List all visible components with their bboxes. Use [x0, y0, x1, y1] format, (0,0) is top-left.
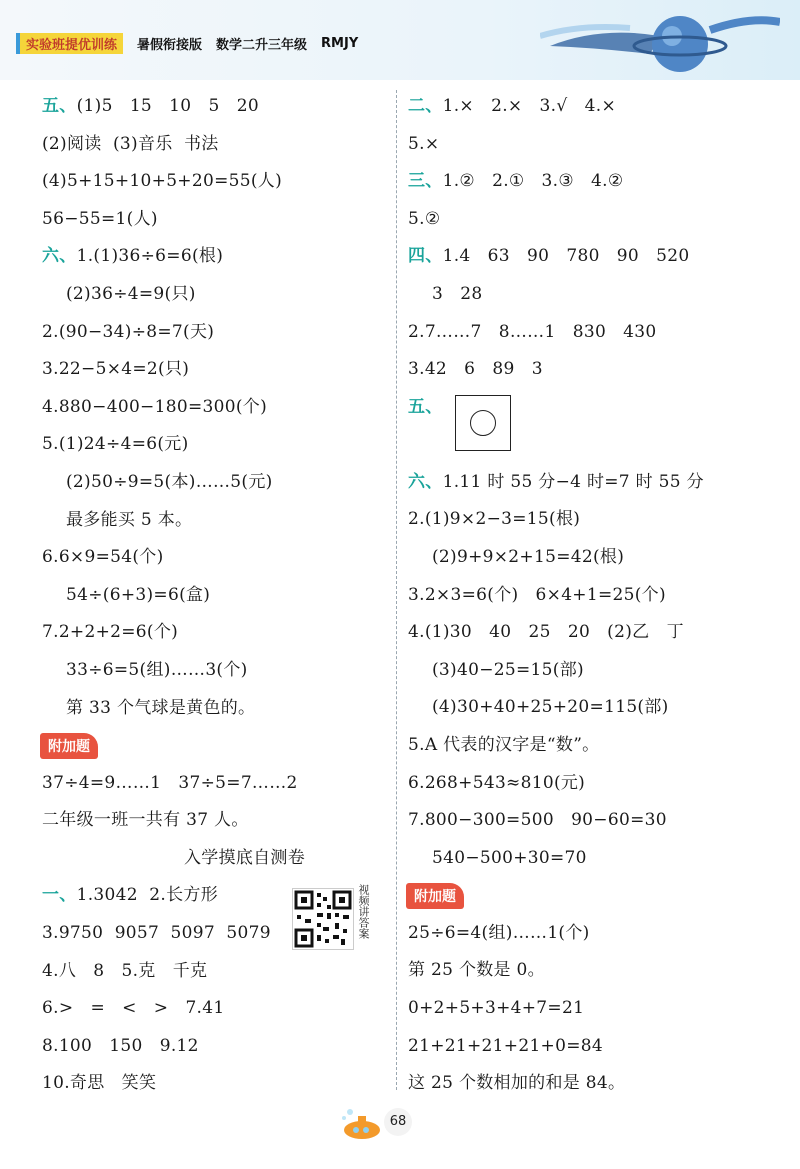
answer-text: 21+21+21+21+0=84: [408, 1035, 603, 1056]
qr-code-icon[interactable]: [292, 888, 354, 950]
answer-line: [42, 614, 387, 652]
circle-shape: [470, 410, 496, 436]
answer-text: 25÷6=4(组)……1(个): [408, 922, 590, 943]
answer-text: 2.(90−34)÷8=7(天): [42, 321, 215, 342]
answer-text: 33÷6=5(组)……3(个): [66, 659, 248, 680]
answer-text: 540−500+30=70: [432, 847, 587, 868]
answer-text: (2)阅读 (3)音乐 书法: [42, 133, 219, 154]
answer-text: 3.9750 9057 5097 5079: [42, 923, 271, 944]
answer-text: 3 28: [432, 283, 483, 304]
answer-text: 8.100 150 9.12: [42, 1035, 199, 1056]
answer-line: [42, 502, 387, 540]
answer-line: [408, 1028, 788, 1066]
answer-text: 10.奇思 笑笑: [42, 1073, 157, 1094]
answer-text: 5.A 代表的汉字是“数”。: [408, 734, 600, 755]
answer-text: 56−55=1(人): [42, 208, 158, 229]
answer-line: [42, 464, 387, 502]
answer-line: [408, 464, 788, 502]
answer-text: 2.(1)9×2−3=15(根): [408, 509, 581, 530]
answer-text: 4.880−400−180=300(个): [42, 396, 268, 417]
answer-line: [408, 952, 788, 990]
answer-text: (2)9+9×2+15=42(根): [432, 546, 625, 567]
answer-line: [42, 426, 387, 464]
version-label: RMJY: [321, 35, 359, 51]
answer-line: [42, 652, 387, 690]
answer-text: (1)5 15 10 5 20: [76, 96, 259, 116]
bonus-section-row: [42, 727, 387, 765]
answer-line: [42, 953, 387, 991]
section-number: 五、: [408, 396, 443, 417]
answer-line: [408, 238, 788, 276]
answer-line: [42, 163, 387, 201]
answer-text: 最多能买 5 本。: [66, 509, 193, 530]
answer-text: 1.3042 2.长方形: [76, 885, 219, 906]
square-with-circle-figure: [455, 395, 511, 451]
edition-label: 暑假衔接版: [137, 37, 203, 53]
bonus-badge: 附加题: [40, 733, 98, 759]
answer-line: [408, 163, 788, 201]
answer-line: [408, 990, 788, 1028]
answer-line: [42, 389, 387, 427]
answer-text: 0+2+5+3+4+7=21: [408, 998, 585, 1019]
answer-line: [42, 314, 387, 352]
answer-line: [42, 802, 387, 840]
answer-line: [408, 652, 788, 690]
answer-line: [408, 201, 788, 239]
answer-text: 二年级一班一共有 37 人。: [42, 810, 249, 831]
qr-caption: 视频讲答案: [357, 884, 370, 939]
answer-text: 第 33 个气球是黄色的。: [66, 697, 256, 718]
section-number: 六、: [408, 471, 443, 492]
answer-line: [408, 539, 788, 577]
answer-line: [42, 276, 387, 314]
answer-line: [408, 765, 788, 803]
page-number: 68: [384, 1108, 412, 1136]
answer-text: 5.②: [408, 208, 441, 229]
planet-icon: [540, 6, 780, 84]
section-number: 五、: [42, 96, 77, 116]
subject-label: 数学二升三年级: [216, 37, 308, 53]
answer-line: [42, 351, 387, 389]
answer-text: 3.42 6 89 3: [408, 359, 543, 380]
answer-text: 1.11 时 55 分−4 时=7 时 55 分: [442, 471, 704, 492]
answer-line: [408, 1065, 788, 1103]
answer-text: 1.(1)36÷6=6(根): [76, 246, 224, 267]
answer-line: [42, 1065, 387, 1103]
answer-text: 7.800−300=500 90−60=30: [408, 810, 667, 831]
section-number: 二、: [408, 96, 443, 116]
answer-line: [408, 276, 788, 314]
answer-line: [408, 389, 788, 464]
answer-line: [42, 690, 387, 728]
answer-line: [408, 915, 788, 953]
answer-text: 6.268+543≈810(元): [408, 772, 586, 793]
answer-line: [42, 238, 387, 276]
subsection-title: [42, 840, 387, 878]
answer-text: (3)40−25=15(部): [432, 659, 584, 680]
answer-text: 6.6×9=54(个): [42, 547, 164, 568]
answer-text: 3.2×3=6(个) 6×4+1=25(个): [408, 584, 666, 605]
column-divider: [396, 90, 397, 1090]
left-answer-column: [42, 88, 387, 1103]
answer-line: [42, 88, 387, 126]
answer-line: [42, 1028, 387, 1066]
answer-text: 入学摸底自测卷: [183, 847, 306, 868]
section-number: 四、: [408, 246, 443, 267]
answer-line: [408, 727, 788, 765]
right-answer-column: [408, 88, 788, 1103]
answer-line: [408, 88, 788, 126]
answer-text: 1.② 2.① 3.③ 4.②: [442, 171, 624, 192]
answer-line: [408, 351, 788, 389]
answer-text: (2)36÷4=9(只): [66, 283, 196, 304]
answer-line: [408, 689, 788, 727]
answer-line: [42, 539, 387, 577]
answer-text: 7.2+2+2=6(个): [42, 622, 179, 643]
answer-text: 5.(1)24÷4=6(元): [42, 434, 189, 455]
section-number: 一、: [42, 885, 77, 906]
bonus-badge: 附加题: [406, 883, 464, 909]
answer-text: 5.×: [408, 133, 440, 154]
answer-line: [42, 201, 387, 239]
submarine-icon: [340, 1104, 390, 1144]
answer-text: (4)30+40+25+20=115(部): [432, 697, 669, 718]
answer-text: 这 25 个数相加的和是 84。: [408, 1073, 626, 1094]
section-number: 六、: [42, 246, 77, 267]
answer-text: 2.7……7 8……1 830 430: [408, 321, 657, 342]
answer-line: [408, 126, 788, 164]
page-header: [16, 32, 358, 54]
answer-line: [408, 840, 788, 878]
answer-text: (2)50÷9=5(本)……5(元): [66, 471, 273, 492]
answer-line: [408, 314, 788, 352]
bonus-section-row: [408, 877, 788, 915]
answer-line: [42, 765, 387, 803]
answer-line: [42, 577, 387, 615]
answer-text: 4.八 8 5.克 千克: [42, 960, 208, 981]
answer-line: [408, 614, 788, 652]
answer-text: 1.× 2.× 3.√ 4.×: [442, 96, 616, 116]
answer-text: 3.22−5×4=2(只): [42, 359, 190, 380]
answer-text: 第 25 个数是 0。: [408, 960, 545, 981]
answer-line: [408, 577, 788, 615]
answer-line: [42, 990, 387, 1028]
answer-text: 37÷4=9……1 37÷5=7……2: [42, 772, 298, 793]
answer-line: [408, 802, 788, 840]
answer-text: 1.4 63 90 780 90 520: [442, 246, 690, 267]
answer-text: (4)5+15+10+5+20=55(人): [42, 171, 283, 192]
answer-text: 4.(1)30 40 25 20 (2)乙 丁: [408, 622, 684, 643]
section-number: 三、: [408, 171, 443, 192]
answer-text: 54÷(6+3)=6(盒): [66, 584, 211, 605]
answer-line: [408, 501, 788, 539]
brand-title: 实验班提优训练: [16, 33, 123, 54]
answer-line: [42, 126, 387, 164]
answer-text: 6.> = < > 7.41: [42, 998, 225, 1019]
